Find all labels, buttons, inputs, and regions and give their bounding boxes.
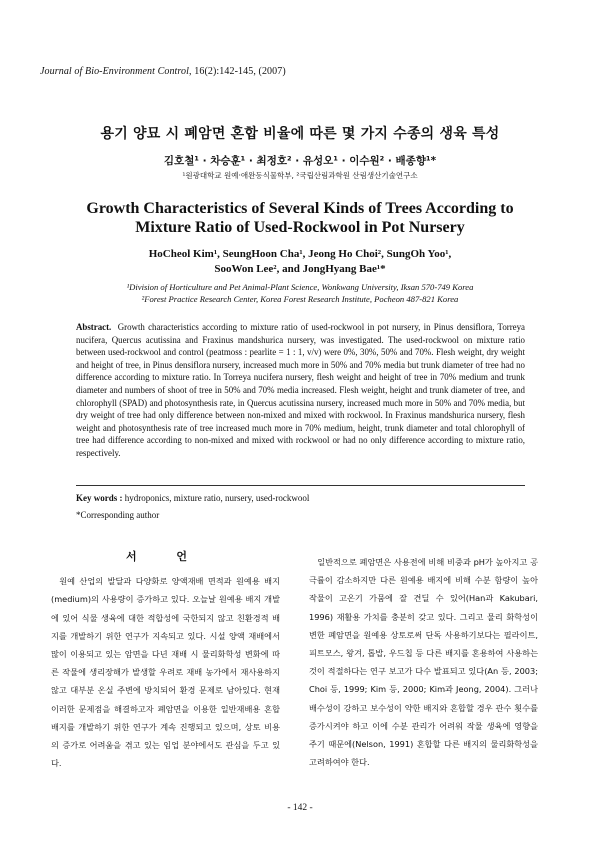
keywords-text: hydroponics, mixture ratio, nursery, used-rockwool bbox=[122, 493, 310, 503]
corresponding-author-note: *Corresponding author bbox=[76, 510, 160, 520]
english-affiliations bbox=[0, 281, 600, 305]
abstract bbox=[76, 321, 525, 460]
right-column-paragraph: 일반적으로 폐암면은 사용전에 비해 비중과 pH가 높아지고 공극률이 감소하지만 다른 원예용 배지에 비해 수분 함량이 높아 작물이 고온기 가뭄에 잘 견딜 수 있어(Han과 Kakubari, 1996) 재활용 가치를 충분히 갖고 있다. 그리고 물리 화학성이 변한 폐암면을 원예용 상토로써 단독 사용하기보다는 필라이트, 피트모스, 왕겨, 톱밥, 우드칩 등 다른 배지를 혼용하여 사용하는 것이 적절하다는 연구 보고가 다수 발표되고 있다(An 등, 2003; Choi 등, 1999; Kim 등, 2000; Kim과 Jeong, 2004). 그러나 배수성이 강하고 보수성이 약한 배지와 혼합할 경우 관수 횟수를 증가시켜야 하고 이에 수분 관리가 어려워 작물 생육에 영향을 주기 때문에(Nelson, 1991) 혼합할 다른 배지의 물리화학성을 고려하여야 한다. bbox=[309, 557, 538, 768]
section-heading-introduction: 서 언 bbox=[125, 550, 206, 563]
abstract-text: Growth characteristics according to mixture ratio of used-rockwool in pot nursery, in Pinus densiflora, Torreya nucifera, Quercus acutissina and Fraxinus mandshurica nursery, was investigated. The used-rockwool on mixture ratio between used-rockwool and control (peatmoss : pearlite = 1 : 1, v/v) were 0%, 30%, 50% and 70%. Flesh weight, dry weight and height of tree, in Pinus densiflora nursery, increased much more in 50% and 70% media but trunk diameter of tree had no difference according to mixture ratio. In Torreya nucifera nursery, flesh weight and height of tree in 70% medium and trunk diameter and numbers of shoot of tree in 50% and 70% media increased. Flesh weight, height and trunk diameter of tree, and chlorophyll (SPAD) and photosynthesis rate, in Quercus acutissina nursery, increased much more in 50% and 70% media, but dry weight of tree had only difference between non-mixed and mixed with rockwool. In Fraxinus mandshurica nursery, flesh weight and photosynthesis rate of tree increased much more in 70% medium, height, trunk diameter and total chlorophyll of tree had difference according to non-mixed and mixed with rockwool or had no only difference according to mixture ratio, respectively. bbox=[76, 322, 525, 458]
english-authors bbox=[0, 247, 600, 277]
english-affiliation-2: ²Forest Practice Research Center, Korea Forest Research Institute, Pocheon 487-821 Korea bbox=[141, 294, 459, 304]
journal-volume: , 16(2):142-145, (2007) bbox=[189, 66, 286, 77]
english-title bbox=[0, 199, 600, 237]
page-number: - 142 - bbox=[287, 803, 313, 813]
english-affiliation-1: ¹Division of Horticulture and Pet Animal-Plant Science, Wonkwang University, Iksan 570-749 Korea bbox=[126, 282, 474, 292]
journal-citation bbox=[40, 66, 286, 77]
keywords-label: Key words : bbox=[76, 493, 123, 503]
left-column bbox=[51, 548, 280, 772]
abstract-label: Abstract. bbox=[76, 322, 112, 332]
english-authors-line-2: SooWon Lee², and JongHyang Bae¹* bbox=[214, 263, 386, 275]
english-authors-line-1: HoCheol Kim¹, SeungHoon Cha¹, Jeong Ho Choi², SungOh Yoo¹, bbox=[148, 248, 452, 260]
english-title-line-1: Growth Characteristics of Several Kinds of Trees According to bbox=[86, 200, 514, 217]
english-title-line-2: Mixture Ratio of Used-Rockwool in Pot Nursery bbox=[135, 219, 465, 236]
korean-authors: 김호철¹ · 차승훈¹ · 최정호² · 유성오¹ · 이수원² · 배종향¹* bbox=[163, 155, 437, 167]
right-column bbox=[309, 553, 538, 771]
keywords-top-rule bbox=[76, 485, 525, 486]
journal-name: Journal of Bio-Environment Control bbox=[40, 66, 190, 77]
left-column-paragraph: 원예 산업의 발달과 다양화로 양액재배 면적과 원예용 배지(medium)의 사용량이 증가하고 있다. 오늘날 원예용 배지 개발에 있어 식물 생육에 대한 적합성에 국한되지 않고 친환경적 배지를 개발하기 위한 연구가 지속되고 있다. 시설 양액 재배에서 많이 이용되고 있는 암면을 다년 재배 시 물리화학성 변화에 따른 작물에 생리장해가 발생할 우려로 재배 농가에서 재사용하지 않고 대부분 온실 주변에 방치되어 환경 문제로 남아있다. 현재 이러한 문제점을 해결하고자 폐암면을 이용한 일반재배용 혼합 배지를 개발하기 위한 연구가 계속 진행되고 있으며, 상토 비용의 증가로 어려움을 겪고 있는 임업 분야에서도 관심을 두고 있다. bbox=[51, 576, 280, 769]
korean-affiliation: ¹원광대학교 원예·애완동식물학부, ²국립산림과학원 산림생산기술연구소 bbox=[182, 171, 418, 180]
korean-title: 용기 양묘 시 폐암면 혼합 비율에 따른 몇 가지 수종의 생육 특성 bbox=[100, 126, 500, 142]
keywords bbox=[76, 493, 309, 503]
